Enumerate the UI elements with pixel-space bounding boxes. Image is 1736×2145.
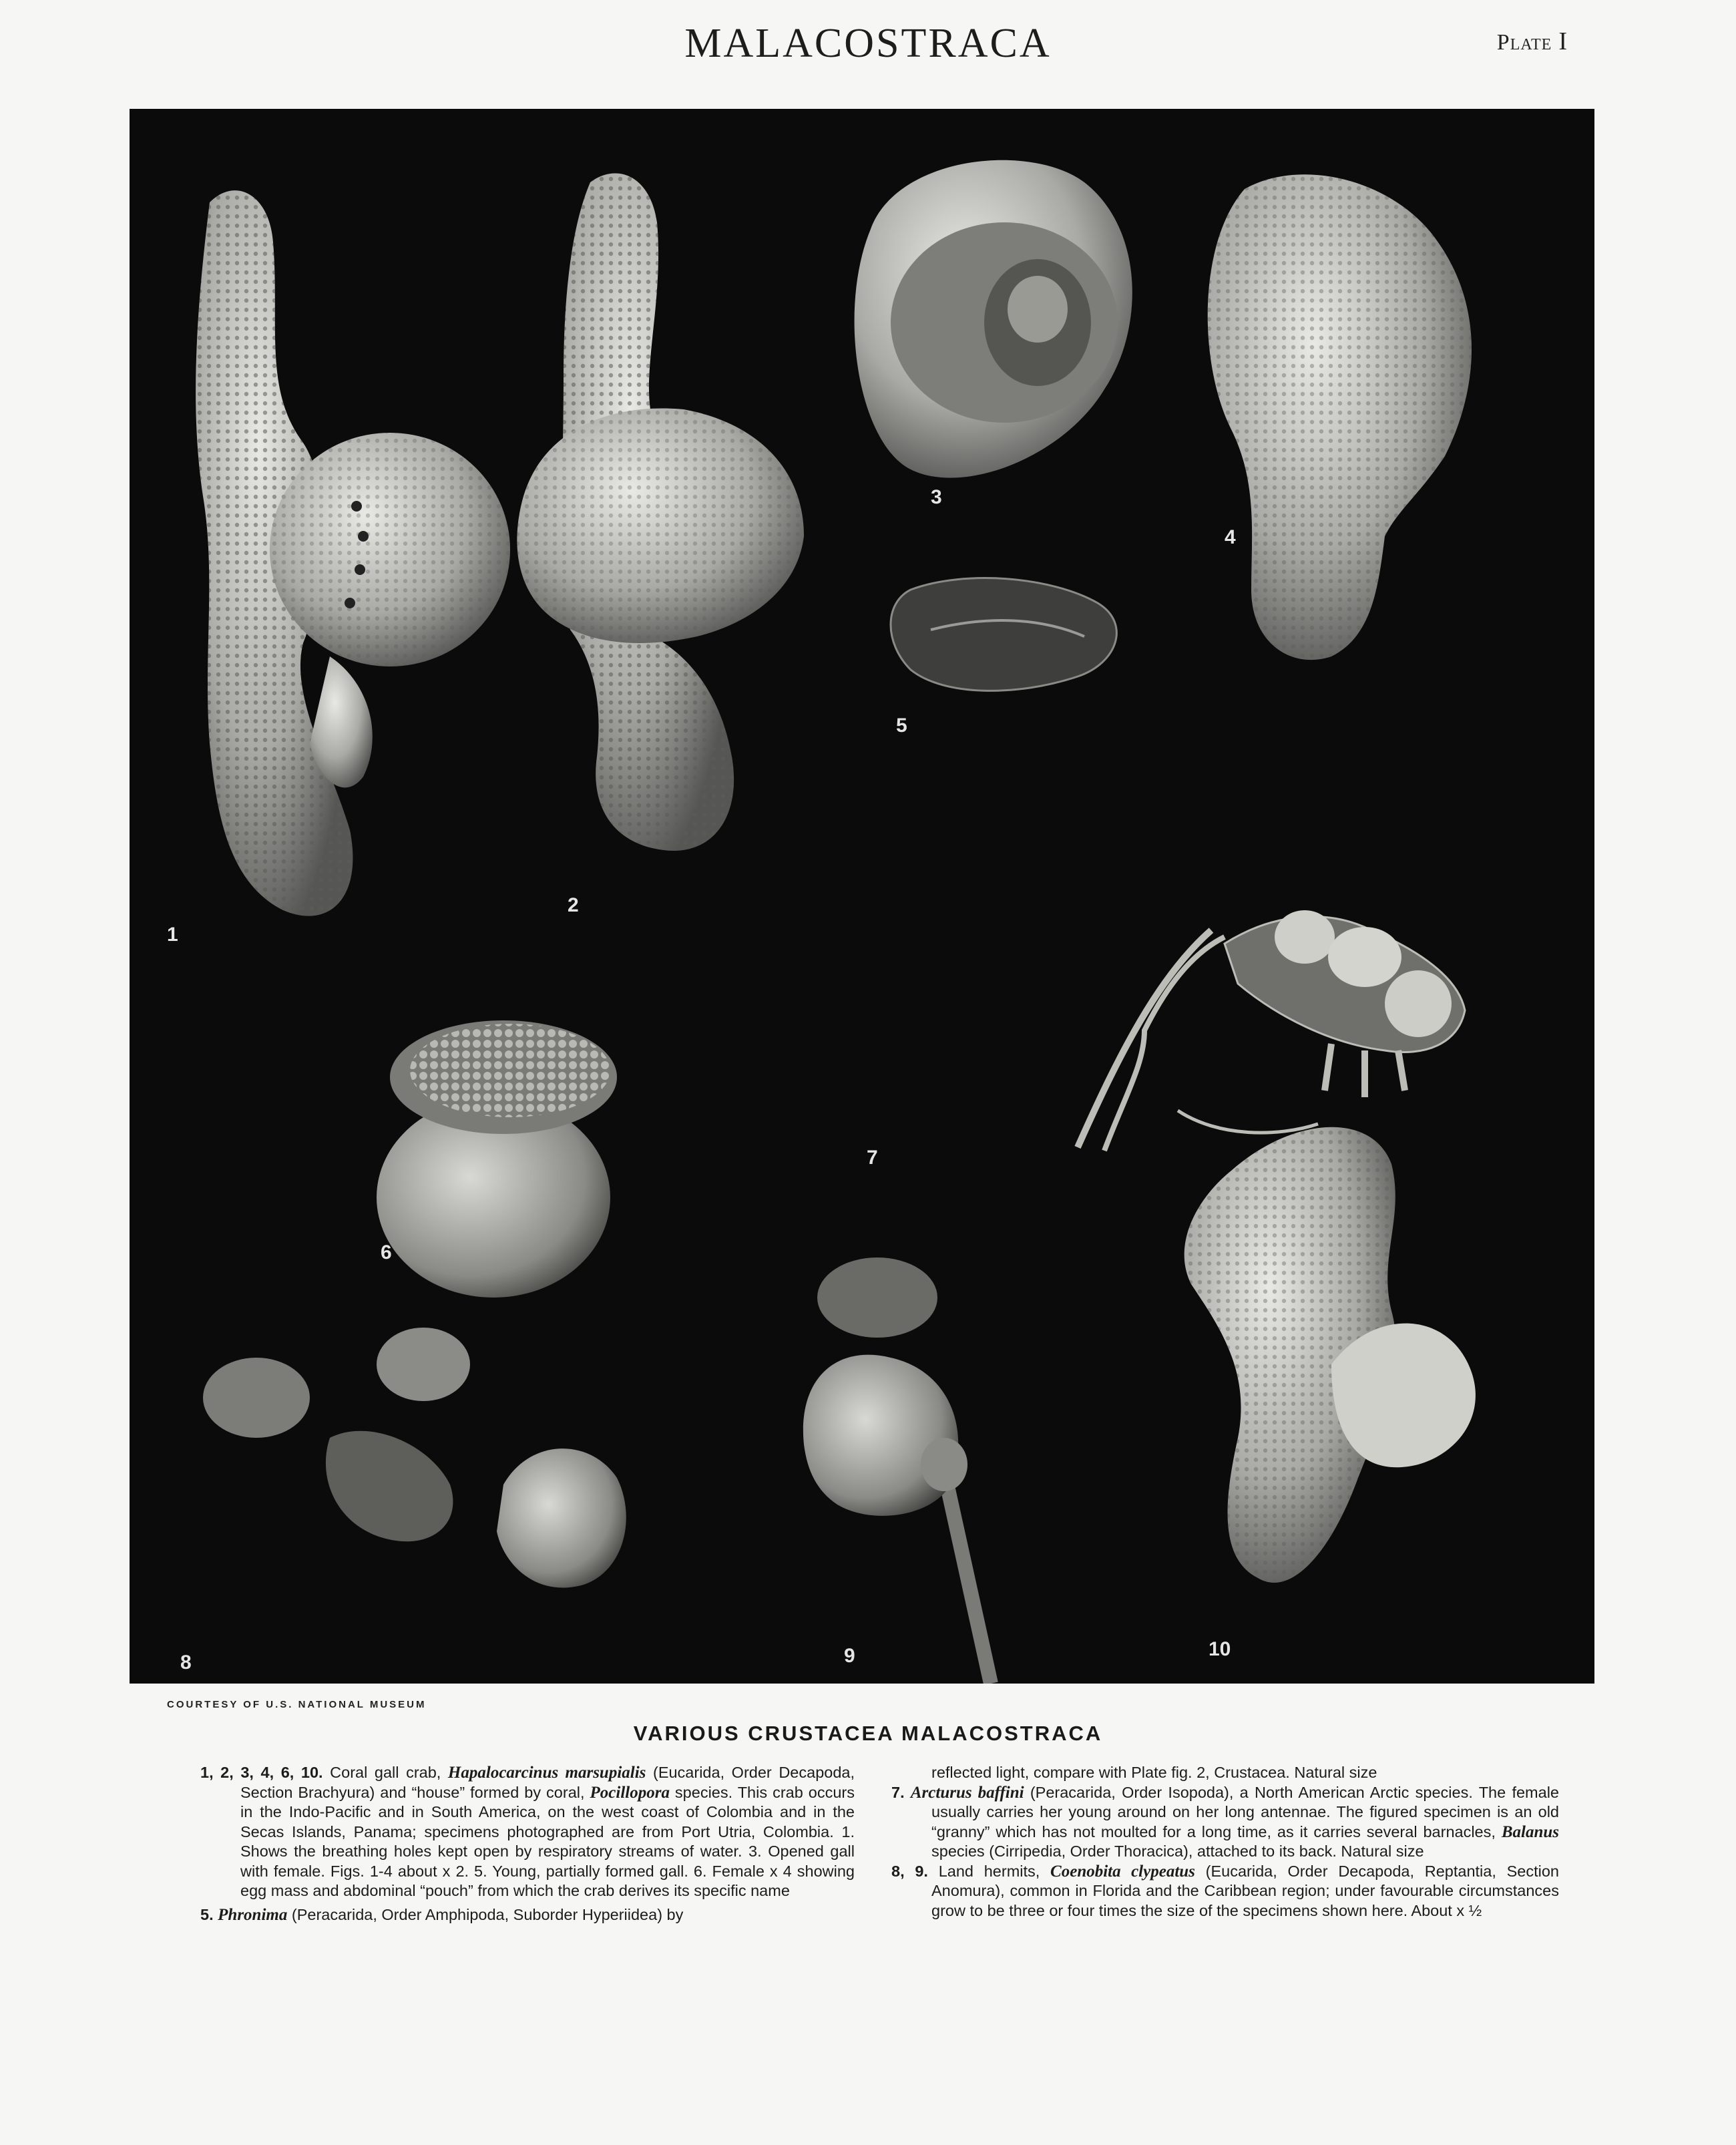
entry-text: species. This crab occurs in the Indo-Pacific and in South America, on the west coast of Colombia and in the Secas Islands, Panama; specimens photographed are from Port Utria, Colombia. 1. Shows the breathing holes kept open by respiratory streams of water. 3. Opened gall with female. Figs. 1-4 about x 2. 5. Young, partially formed gall. 6. Female x 4 showing egg mass and abdominal “pouch” from which the crab derives its specific name [240,1783,855,1899]
fig5-young-gall [891,578,1116,691]
entry-figure-numbers: 7. [891,1783,905,1801]
figure-number-6: 6 [381,1241,392,1263]
caption-column-right [891,1763,1559,1921]
caption-entry-land-hermits [891,1862,1559,1921]
figure-number-5: 5 [896,715,907,737]
entry-text: (Eucarida, Order Decapoda, Section Brachyura) and “house” formed by coral, [240,1764,855,1801]
figure-number-3: 3 [931,486,942,508]
figure-number-1: 1 [167,924,178,946]
figure-number-9: 9 [844,1645,855,1667]
figure-number-7: 7 [867,1147,878,1169]
fig3-opened-gall [855,160,1132,478]
caption-entry-phronima [200,1905,855,1925]
entry-text: (Peracarida, Order Isopoda), a North American Arctic species. The female usually carries her young around on her long antennae. The figured specimen is an old “granny” which has not moulted for a long time, as it carries several barnacles, [931,1783,1559,1840]
genus-name: Balanus [1501,1822,1559,1841]
plate-caption-title: VARIOUS CRUSTACEA MALACOSTRACA [633,1722,1103,1745]
species-name: Coenobita clypeatus [1050,1862,1195,1881]
fig6-female-egg-mass [377,1020,617,1298]
species-name: Hapalocarcinus marsupialis [447,1764,646,1782]
photo-plate [130,109,1594,1684]
figure-number-4: 4 [1225,526,1236,548]
caption-entry-arcturus [891,1783,1559,1862]
entry-figure-numbers: 8, 9. [891,1862,928,1880]
fig7-arcturus [1078,910,1465,1151]
genus-name: Phronima [218,1905,288,1924]
entry-figure-numbers: 5. [200,1905,214,1923]
caption-entry-coral-gall-crab [200,1763,855,1901]
page-title: MALACOSTRACA [684,21,1052,66]
figure-number-8: 8 [180,1651,192,1674]
figure-number-2: 2 [568,894,579,916]
fig1-coral-gall [196,190,510,916]
fig10-coral-gall [1184,1127,1476,1583]
caption-column-left [200,1763,855,1925]
fig8-land-hermits [203,1328,626,1588]
fig9-land-hermit [803,1257,991,1684]
figure-number-10: 10 [1209,1638,1231,1660]
species-name: Arcturus baffini [910,1783,1024,1802]
entry-text: (Eucarida, Order Decapoda, Reptantia, Section Anomura), common in Florida and the Caribbean region; under favourable circumstances grow to be three or four times the size of the specimens shown here. About x ½ [931,1862,1559,1919]
entry-text: Coral gall crab, [322,1764,448,1781]
genus-name: Pocillopora [590,1783,670,1802]
entry-figure-numbers: 1, 2, 3, 4, 6, 10. [200,1764,323,1781]
plate-number: I [1558,27,1568,55]
entry-text: Land hermits, [927,1862,1051,1880]
fig4-coral-gall [1208,174,1472,660]
caption-entry-phronima-continued: reflected light, compare with Plate fig. 2, Crustacea. Natural size [931,1764,1377,1781]
specimen-photographs [130,109,1594,1684]
plate-word: Plate [1496,30,1552,55]
entry-text: species (Cirripedia, Order Thoracica), attached to its back. Natural size [931,1842,1424,1860]
fig2-coral-gall [517,174,804,851]
plate-label [1497,27,1568,56]
photo-credit: COURTESY OF U.S. NATIONAL MUSEUM [167,1699,427,1710]
entry-text: (Peracarida, Order Amphipoda, Suborder Hyperiidea) by [287,1905,684,1923]
